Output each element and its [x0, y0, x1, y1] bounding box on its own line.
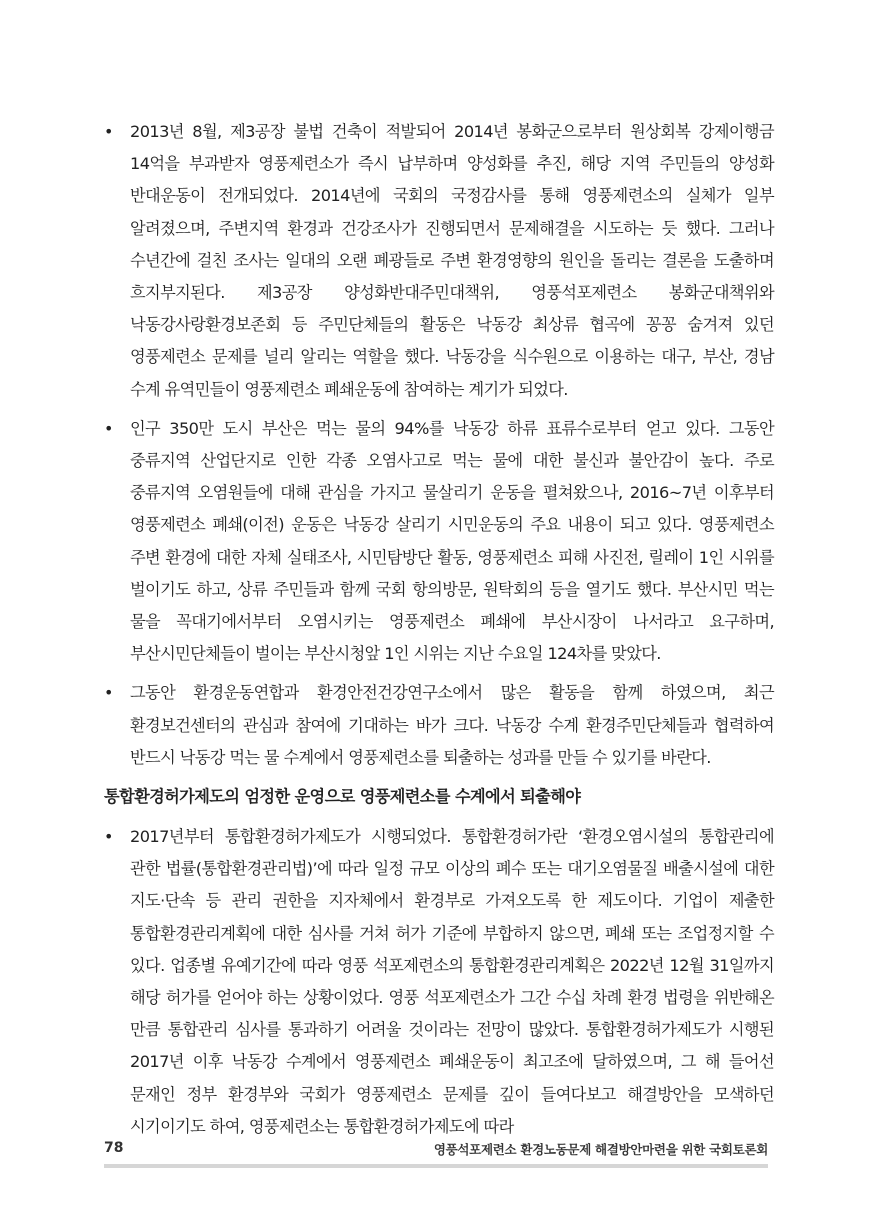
bullet-paragraph	[104, 116, 774, 406]
bullet-icon: •	[104, 122, 113, 141]
footer-rule	[104, 1164, 768, 1168]
paragraph-text: 인구 350만 도시 부산은 먹는 물의 94%를 낙동강 하류 표류수로부터 얻고 있다. 그동안 중류지역 산업단지로 인한 각종 오염사고로 먹는 물에 대한 불신과 불안감이 높다. 주로 중류지역 오염원들에 대해 관심을 가지고 물살리기 운동을 펼쳐왔으나, 2016~7년 이후부터 영풍제련소 폐쇄(이전) 운동은 낙동강 살리기 시민운동의 주요 내용이 되고 있다. 영풍제련소 주변 환경에 대한 자체 실태조사, 시민탐방단 활동, 영풍제련소 피해 사진전, 릴레이 1인 시위를 벌이기도 하고, 상류 주민들과 함께 국회 항의방문, 원탁회의 등을 열기도 했다. 부산시민 먹는 물을 꼭대기에서부터 오염시키는 영풍제련소 폐쇄에 부산시장이 나서라고 요구하며, 부산시민단체들이 벌이는 부산시청앞 1인 시위는 지난 수요일 124차를 맞았다.	[130, 418, 774, 664]
body-text	[104, 116, 774, 1150]
page-number: 78	[104, 1140, 124, 1156]
paragraph-text: 2013년 8월, 제3공장 불법 건축이 적발되어 2014년 봉화군으로부터 원상회복 강제이행금 14억을 부과받자 영풍제련소가 즉시 납부하며 양성화를 추진, 해당 지역 주민들의 양성화 반대운동이 전개되었다. 2014년에 국회의 국정감사를 통해 영풍제련소의 실체가 일부 알려졌으며, 주변지역 환경과 건강조사가 진행되면서 문제해결을 시도하는 듯 했다. 그러나 수년간에 걸친 조사는 일대의 오랜 폐광들로 주변 환경영향의 원인을 돌리는 결론을 도출하며 흐지부지된다. 제3공장 양성화반대주민대책위, 영풍석포제련소 봉화군대책위와 낙동강사랑환경보존회 등 주민단체들의 활동은 낙동강 최상류 협곡에 꽁꽁 숨겨져 있던 영풍제련소 문제를 널리 알리는 역할을 했다. 낙동강을 식수원으로 이용하는 대구, 부산, 경남 수계 유역민들이 영풍제련소 폐쇄운동에 참여하는 계기가 되었다.	[130, 122, 774, 399]
bullet-icon: •	[104, 683, 113, 703]
bullet-paragraph	[104, 677, 774, 774]
paragraph-text: 그동안 환경운동연합과 환경안전건강연구소에서 많은 활동을 함께 하였으며, 최근 환경보건센터의 관심과 참여에 기대하는 바가 크다. 낙동강 수계 환경주민단체들과 협력하여 반드시 낙동강 먹는 물 수계에서 영풍제련소를 퇴출하는 성과를 만들 수 있기를 바란다.	[130, 683, 774, 767]
page-footer	[104, 1140, 768, 1170]
bullet-icon: •	[104, 827, 113, 847]
bullet-icon: •	[104, 418, 113, 438]
bullet-paragraph	[104, 821, 774, 1143]
paragraph-text: 2017년부터 통합환경허가제도가 시행되었다. 통합환경허가란 ‘환경오염시설의 통합관리에 관한 법률(통합환경관리법)’에 따라 일정 규모 이상의 폐수 또는 대기오염물질 배출시설에 대한 지도·단속 등 관리 권한을 지자체에서 환경부로 가져오도록 한 제도이다. 기업이 제출한 통합환경관리계획에 대한 심사를 거쳐 허가 기준에 부합하지 않으면, 폐쇄 또는 조업정지할 수 있다. 업종별 유예기간에 따라 영풍 석포제련소의 통합환경관리계획은 2022년 12월 31일까지 해당 허가를 얻어야 하는 상황이었다. 영풍 석포제련소가 그간 수십 차례 환경 법령을 위반해온 만큼 통합관리 심사를 통과하기 어려울 것이라는 전망이 많았다. 통합환경허가제도가 시행된 2017년 이후 낙동강 수계에서 영풍제련소 폐쇄운동이 최고조에 달하였으며, 그 해 들어선 문재인 정부 환경부와 국회가 영풍제련소 문제를 깊이 들여다보고 해결방안을 모색하던 시기이기도 하여, 영풍제련소는 통합환경허가제도에 따라	[130, 827, 774, 1136]
section-heading: 통합환경허가제도의 엄정한 운영으로 영풍제련소를 수계에서 퇴출해야	[104, 787, 581, 807]
running-title: 영풍석포제련소 환경노동문제 해결방안마련을 위한 국회토론회	[433, 1142, 768, 1157]
bullet-paragraph	[104, 413, 774, 671]
